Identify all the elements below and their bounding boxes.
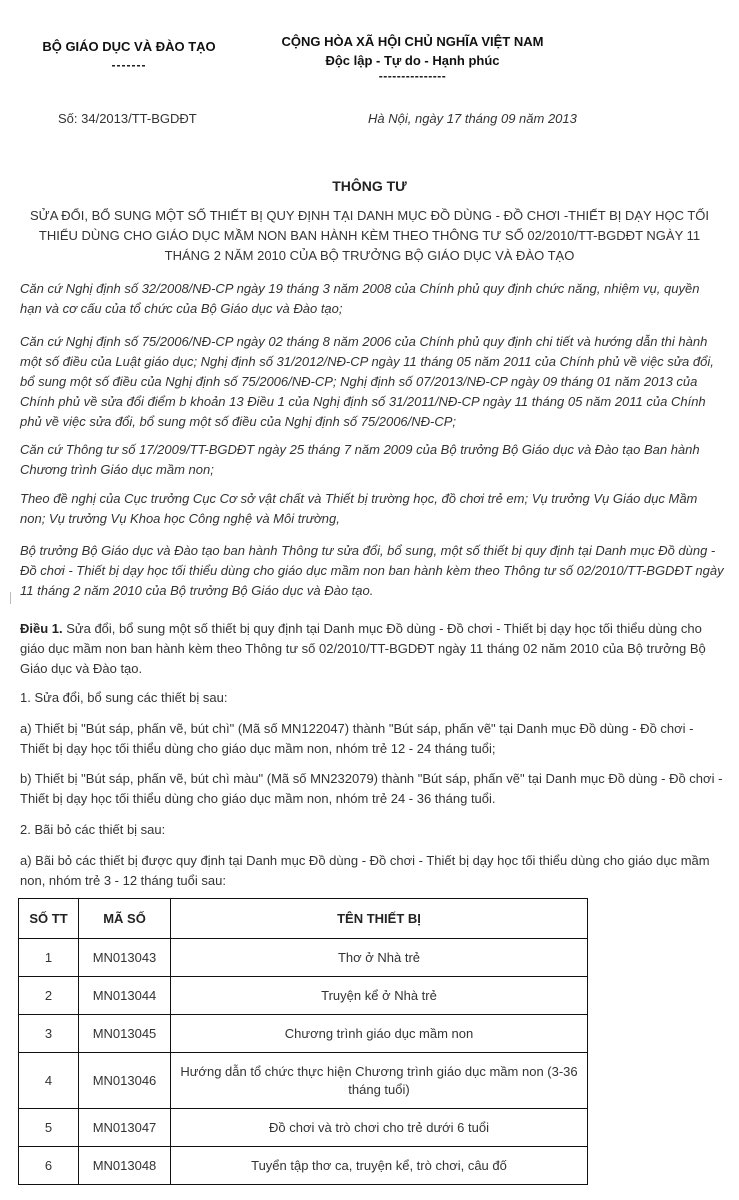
preamble-paragraph: Căn cứ Thông tư số 17/2009/TT-BGDĐT ngày 25 tháng 7 năm 2009 của Bộ trưởng Bộ Giáo dục và Đào tạo Ban hành Chương trình Giáo dục mầm non; [20,442,700,477]
cell-code: MN013048 [79,1147,171,1185]
cell-name: Tuyển tập thơ ca, truyện kể, trò chơi, câu đố [171,1147,588,1185]
preamble-paragraph: Căn cứ Nghị định số 75/2006/NĐ-CP ngày 02 tháng 8 năm 2006 của Chính phủ quy định chi tiết và hướng dẫn thi hành một số điều của Luật giáo dục; Nghị định số 31/2012/NĐ-CP ngày 11 tháng 05 năm 2011 của Chính phủ về việc sửa đổi, bổ sung một số điều của Nghị định số 75/2006/NĐ-CP; Nghị định số 07/2013/NĐ-CP ngày 09 tháng 01 năm 2013 của Chính phủ về sửa đổi điểm b khoản 13 Điều 1 của Nghị định số 31/2011/NĐ-CP ngày 11 tháng 05 năm 2011 của Chính phủ về việc sửa đổi, bổ sung một số điều của Nghị định số 75/2006/NĐ-CP; [20,334,714,429]
document-title: THÔNG TƯ [332,178,407,194]
table-row [19,939,588,977]
cell-name: Thơ ở Nhà trẻ [171,939,588,977]
margin-mark [10,592,11,604]
cell-name: Chương trình giáo dục mầm non [171,1015,588,1053]
ministry-divider: ------- [111,58,147,72]
clause-2a: a) Bãi bỏ các thiết bị được quy định tại Danh mục Đồ dùng - Đồ chơi - Thiết bị dạy học tối thiểu dùng cho giáo dục mầm non, nhóm trẻ 3 - 12 tháng tuổi sau: [20,853,710,888]
clause-1: 1. Sửa đổi, bổ sung các thiết bị sau: [20,690,228,705]
preamble-paragraph: Theo đề nghị của Cục trưởng Cục Cơ sở vật chất và Thiết bị trường học, đồ chơi trẻ em; Vụ trưởng Vụ Giáo dục Mầm non; Vụ trưởng Vụ Khoa học Công nghệ và Môi trường, [20,491,698,526]
national-header [240,32,585,82]
clause-1a: a) Thiết bị "Bút sáp, phấn vẽ, bút chì" (Mã số MN122047) thành "Bút sáp, phấn vẽ" tại Danh mục Đồ dùng - Đồ chơi - Thiết bị dạy học tối thiểu dùng cho giáo dục mầm non, nhóm trẻ 12 - 24 tháng tuổi; [20,721,694,756]
article-1-text: Sửa đổi, bổ sung một số thiết bị quy định tại Danh mục Đồ dùng - Đồ chơi - Thiết bị dạy học tối thiểu dùng cho giáo dục mầm non ban hành kèm theo Thông tư số 02/2010/TT-BGDĐT ngày 11 tháng 02 năm 2010 của Bộ trưởng Bộ Giáo dục và Đào tạo. [20,621,706,676]
cell-code: MN013045 [79,1015,171,1053]
table-header-row [19,899,588,939]
table-row [19,1147,588,1185]
clause-2: 2. Bãi bỏ các thiết bị sau: [20,822,166,837]
cell-code: MN013043 [79,939,171,977]
header-stt: SỐ TT [19,899,79,939]
cell-stt: 2 [19,977,79,1015]
cell-stt: 6 [19,1147,79,1185]
motto-divider: --------------- [378,69,447,83]
preamble-paragraph: Bộ trưởng Bộ Giáo dục và Đào tạo ban hành Thông tư sửa đổi, bổ sung, một số thiết bị quy định tại Danh mục Đồ dùng - Đồ chơi - Thiết bị dạy học tối thiểu dùng cho giáo dục mầm non ban hành kèm theo Thông tư số 02/2010/TT-BGDĐT ngày 11 tháng 2 năm 2010 của Bộ trưởng Bộ Giáo dục và Đào tạo. [20,543,724,598]
ministry-name: BỘ GIÁO DỤC VÀ ĐÀO TẠO [42,39,216,54]
header-code: MÃ SỐ [79,899,171,939]
cell-stt: 3 [19,1015,79,1053]
place-date: Hà Nội, ngày 17 tháng 09 năm 2013 [368,111,577,126]
cell-stt: 1 [19,939,79,977]
ministry-header [14,39,244,72]
cell-name: Đồ chơi và trò chơi cho trẻ dưới 6 tuổi [171,1109,588,1147]
equipment-table [18,898,588,1185]
cell-stt: 5 [19,1109,79,1147]
cell-code: MN013044 [79,977,171,1015]
cell-code: MN013046 [79,1053,171,1109]
document-subtitle: SỬA ĐỔI, BỔ SUNG MỘT SỐ THIẾT BỊ QUY ĐỊNH TẠI DANH MỤC ĐỒ DÙNG - ĐỒ CHƠI -THIẾT BỊ DẠY HỌC TỐI THIỂU DÙNG CHO GIÁO DỤC MẦM NON BAN HÀNH KÈM THEO THÔNG TƯ SỐ 02/2010/TT-BGDĐT NGÀY 11 THÁNG 2 NĂM 2010 CỦA BỘ TRƯỞNG BỘ GIÁO DỤC VÀ ĐÀO TẠO [29,208,710,263]
cell-name: Truyện kể ở Nhà trẻ [171,977,588,1015]
cell-stt: 4 [19,1053,79,1109]
cell-code: MN013047 [79,1109,171,1147]
header-name: TÊN THIẾT BỊ [171,899,588,939]
article-1 [20,619,724,679]
cell-name: Hướng dẫn tổ chức thực hiện Chương trình giáo dục mầm non (3-36 tháng tuổi) [171,1053,588,1109]
table-row [19,977,588,1015]
national-motto: Độc lập - Tự do - Hạnh phúc [325,53,500,68]
table-row [19,1015,588,1053]
article-1-label: Điều 1. [20,621,63,636]
clause-1b: b) Thiết bị "Bút sáp, phấn vẽ, bút chì màu" (Mã số MN232079) thành "Bút sáp, phấn vẽ" tại Danh mục Đồ dùng - Đồ chơi - Thiết bị dạy học tối thiểu dùng cho giáo dục mầm non, nhóm trẻ 24 - 36 tháng tuổi. [20,771,723,806]
document-number: Số: 34/2013/TT-BGDĐT [58,111,197,126]
table-row [19,1109,588,1147]
country-name: CỘNG HÒA XÃ HỘI CHỦ NGHĨA VIỆT NAM [281,34,544,49]
preamble-paragraph: Căn cứ Nghị định số 32/2008/NĐ-CP ngày 19 tháng 3 năm 2008 của Chính phủ quy định chức năng, nhiệm vụ, quyền hạn và cơ cấu của tổ chức của Bộ Giáo dục và Đào tạo; [20,281,700,316]
table-row [19,1053,588,1109]
